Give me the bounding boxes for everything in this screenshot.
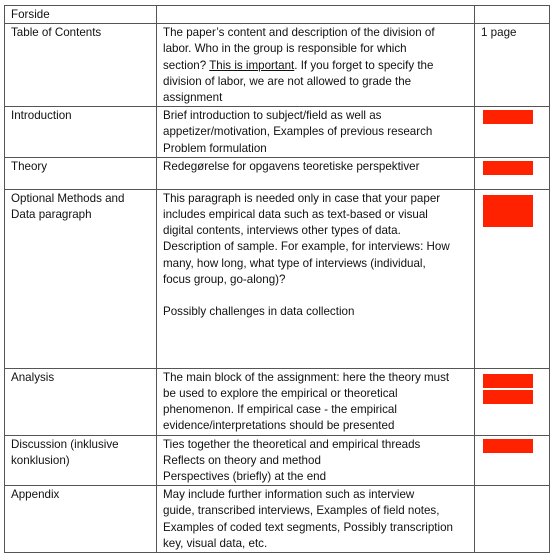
description-line: Reflects on theory and method	[163, 453, 321, 467]
extent-cell	[475, 157, 550, 189]
redaction-mark	[483, 439, 533, 453]
section-cell	[5, 189, 157, 368]
section-label: konklusion)	[11, 453, 70, 467]
section-label: Data paragraph	[11, 208, 92, 222]
description-cell	[157, 107, 475, 158]
section-label: Discussion (inklusive	[11, 437, 119, 451]
description-line: Examples of coded text segments, Possibly transcription	[163, 520, 453, 534]
table-row	[5, 24, 550, 107]
table-row	[5, 435, 550, 486]
description-line: division of labor, we are not allowed to grade the	[163, 74, 412, 88]
section-label: Forside	[11, 8, 50, 21]
extent-cell	[475, 189, 550, 368]
extent-cell	[475, 24, 550, 107]
description-line: Perspectives (briefly) at the end	[163, 470, 327, 484]
description-cell	[157, 368, 475, 435]
description-cell	[157, 189, 475, 368]
description-line: Problem formulation	[163, 141, 267, 155]
section-cell	[5, 486, 157, 553]
description-line: The paper’s content and description of the division of	[163, 26, 435, 40]
description-line: be used to explore the empirical or theoretical	[163, 387, 398, 401]
section-label: Appendix	[11, 488, 60, 502]
table-row	[5, 107, 550, 158]
description-line: The main block of the assignment: here the theory must	[163, 370, 450, 384]
extent-cell	[475, 107, 550, 158]
table-row	[5, 486, 550, 553]
description-line: Ties together the theoretical and empirical threads	[163, 437, 421, 451]
extent-cell	[475, 486, 550, 553]
description-line: Possibly challenges in data collection	[163, 305, 355, 319]
redaction-mark	[483, 195, 533, 227]
emphasis-underlined: This is important	[209, 58, 295, 72]
description-cell	[157, 157, 475, 189]
section-label: Analysis	[11, 370, 55, 384]
section-cell	[5, 368, 157, 435]
description-line: This paragraph is needed only in case that your paper	[163, 191, 441, 205]
redaction-mark	[483, 110, 533, 124]
table-row	[5, 368, 550, 435]
table-row	[5, 189, 550, 368]
section-cell	[5, 107, 157, 158]
description-text: section?	[163, 58, 210, 72]
section-cell	[5, 435, 157, 486]
table-row	[5, 157, 550, 189]
section-label: Introduction	[11, 109, 72, 123]
redaction-mark	[483, 390, 533, 404]
document-page	[4, 5, 549, 553]
description-line: evidence/interpretations should be presented	[163, 419, 395, 433]
description-line: focus group, go-along)?	[163, 272, 286, 286]
description-line	[163, 58, 470, 74]
description-line: labor. Who in the group is responsible for which	[163, 42, 407, 56]
description-cell	[157, 6, 475, 24]
extent-value: 1 page	[481, 26, 517, 40]
extent-cell	[475, 368, 550, 435]
description-line: guide, transcribed interviews, Examples of field notes,	[163, 504, 440, 518]
description-line: includes empirical data such as text-based or visual	[163, 208, 428, 222]
description-cell	[157, 486, 475, 553]
description-cell	[157, 24, 475, 107]
description-line: May include further information such as interview	[163, 488, 415, 502]
paragraph-spacer	[163, 288, 470, 304]
description-line: phenomenon. If empirical case - the empirical	[163, 403, 397, 417]
redaction-mark	[483, 161, 533, 175]
table-row	[5, 6, 550, 24]
description-cell	[157, 435, 475, 486]
description-text: . If you forget to specify the	[294, 58, 434, 72]
extent-cell	[475, 6, 550, 24]
section-cell	[5, 6, 157, 24]
assignment-structure-table	[4, 5, 550, 553]
section-label: Table of Contents	[11, 26, 102, 40]
section-cell	[5, 24, 157, 107]
description-line: Redegørelse for opgavens teoretiske perspektiver	[163, 159, 420, 173]
description-line: assignment	[163, 91, 223, 105]
section-label: Optional Methods and	[11, 191, 125, 205]
description-line: Description of sample. For example, for interviews: How	[163, 240, 450, 254]
redaction-mark	[483, 374, 533, 388]
section-cell	[5, 157, 157, 189]
description-line: appetizer/motivation, Examples of previous research	[163, 125, 433, 139]
description-line: key, visual data, etc.	[163, 536, 268, 550]
description-line: many, how long, what type of interviews (individual,	[163, 256, 426, 270]
description-line: digital contents, interviews other types of data.	[163, 224, 401, 238]
section-label: Theory	[11, 159, 48, 173]
description-line: Brief introduction to subject/field as well as	[163, 109, 382, 123]
extent-cell	[475, 435, 550, 486]
